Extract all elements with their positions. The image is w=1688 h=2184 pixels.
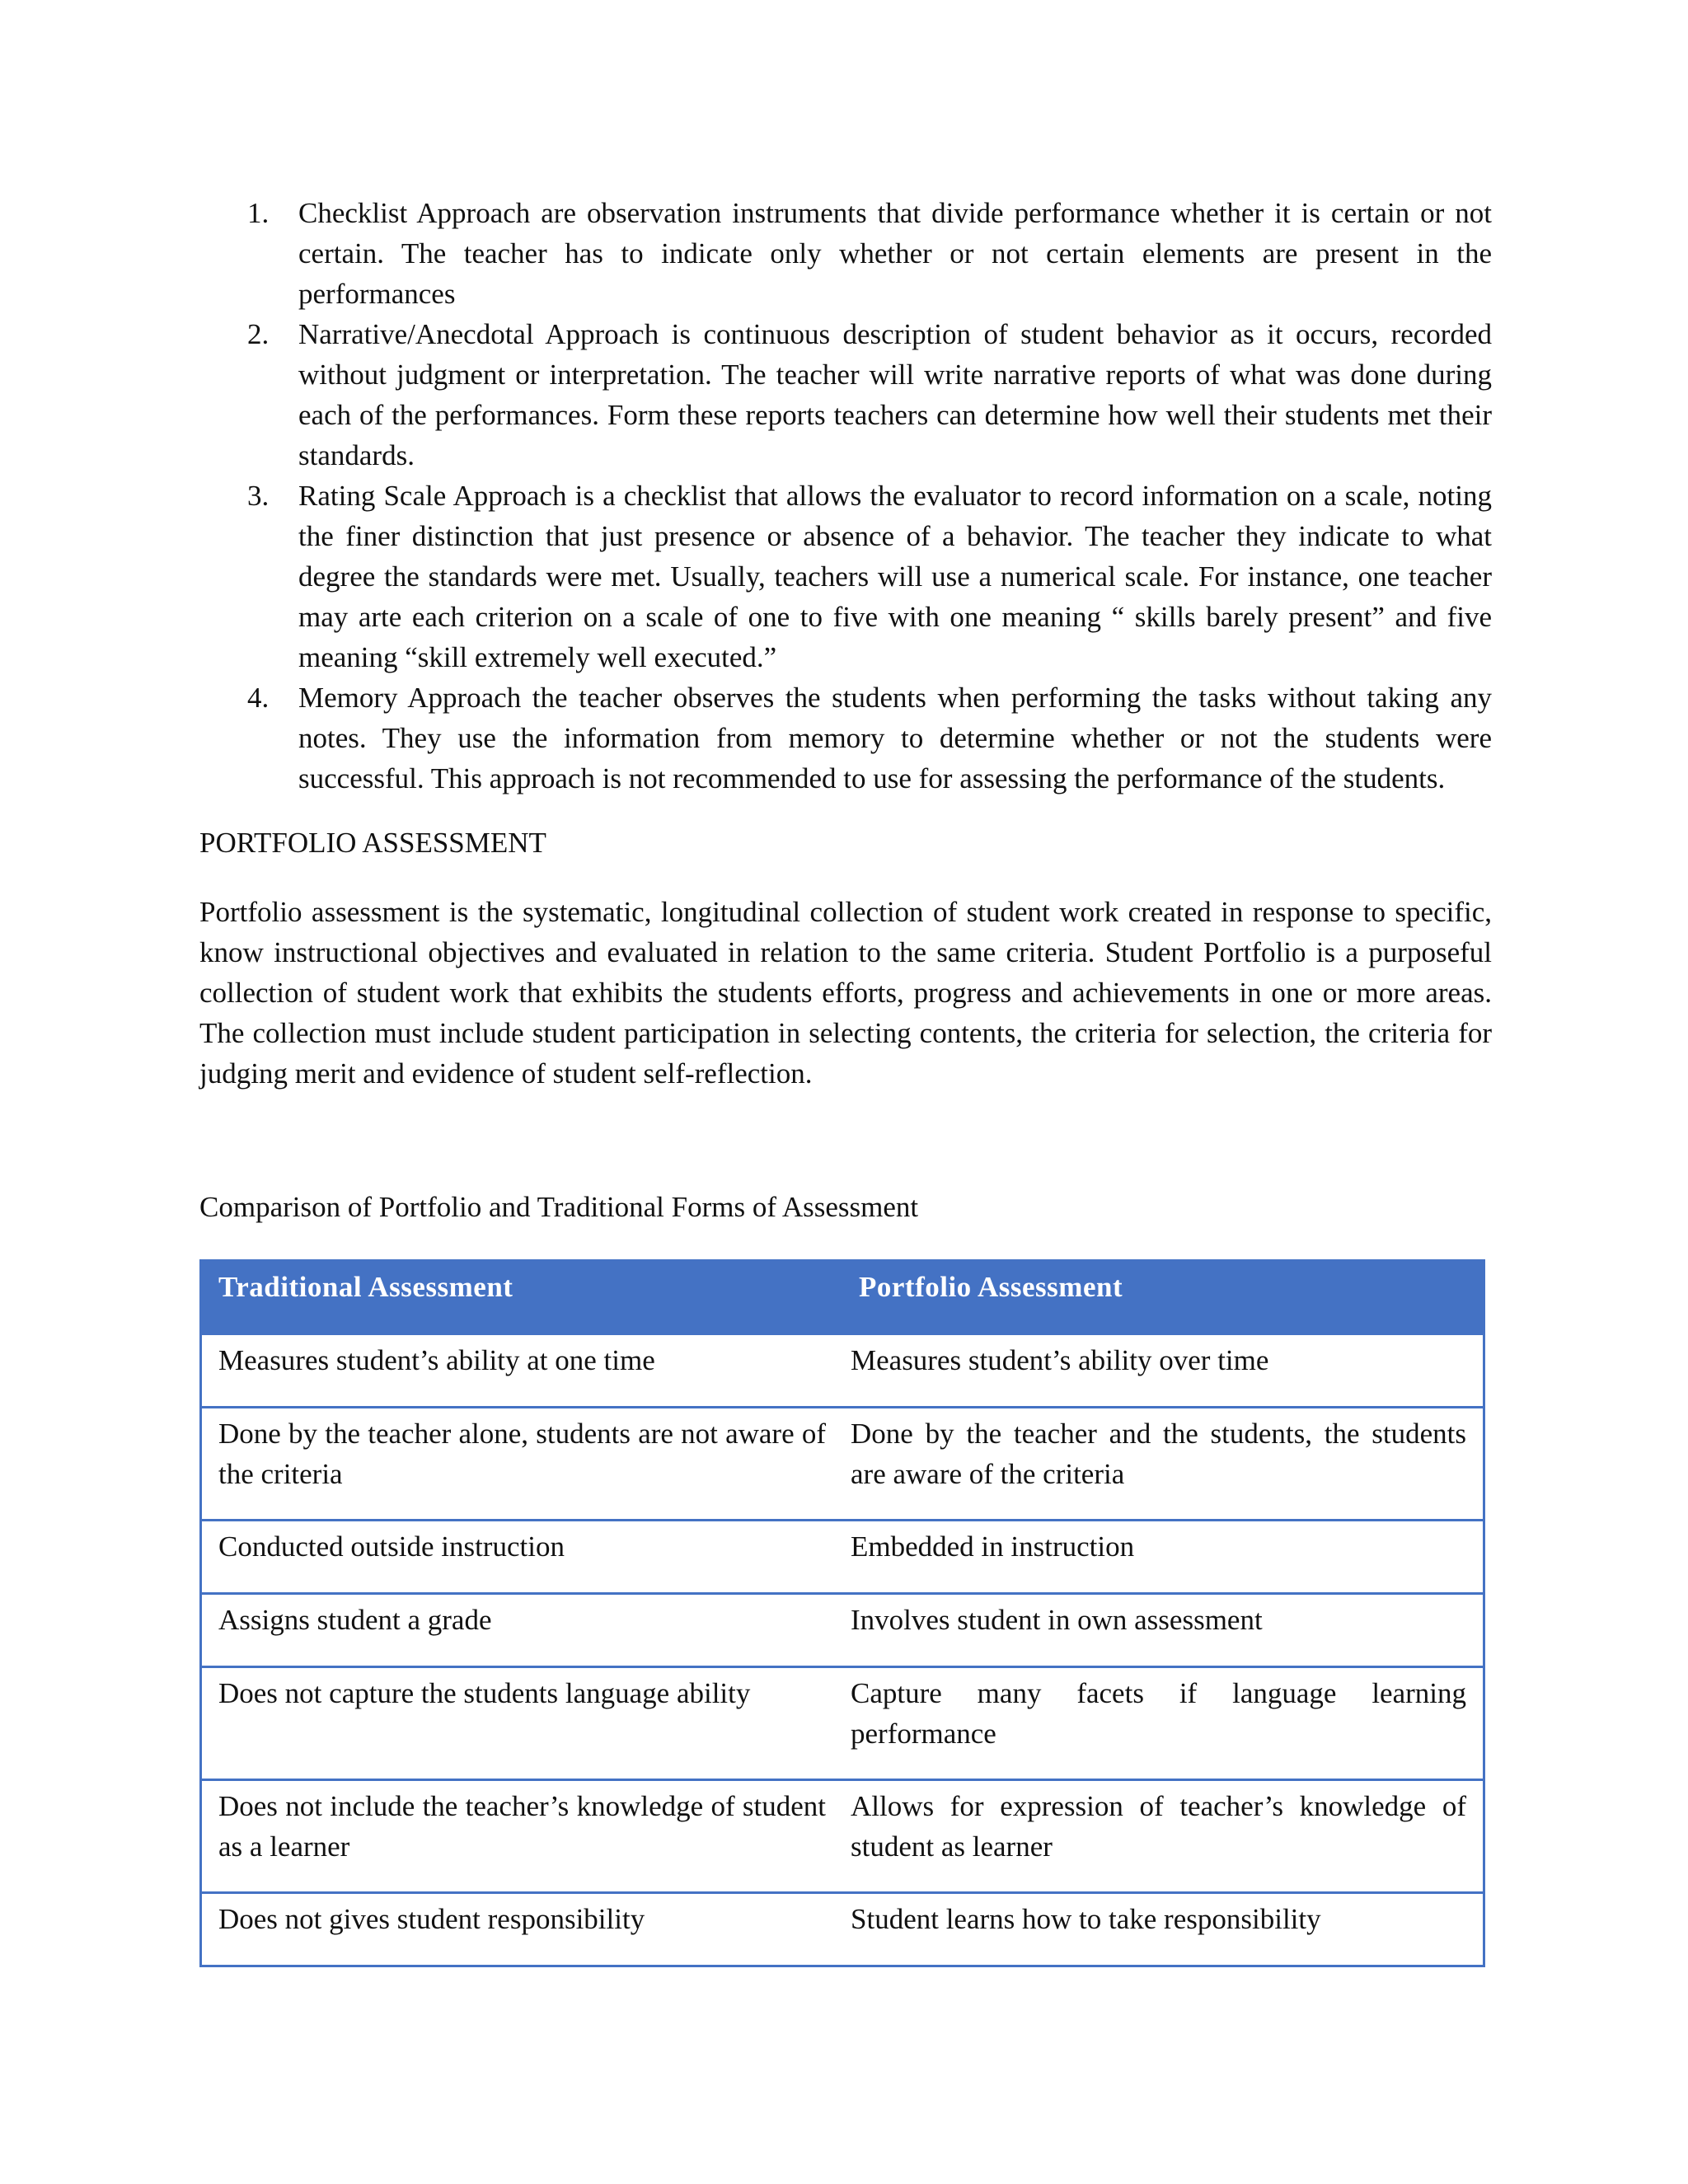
list-item-number: 2. <box>247 318 270 350</box>
table-cell: Done by the teacher and the students, the students are aware of the criteria <box>842 1408 1484 1521</box>
table-cell: Does not capture the students language ability <box>201 1667 843 1780</box>
header-portfolio: Portfolio Assessment <box>842 1261 1484 1334</box>
list-item <box>239 476 1492 677</box>
list-item-text: Checklist Approach are observation instruments that divide performance whether it is certain or not certain. The teacher has to indicate only whether or not certain elements are present in the performances <box>298 197 1492 310</box>
list-item-number: 4. <box>247 682 270 714</box>
table-row <box>201 1594 1484 1667</box>
list-item-text: Rating Scale Approach is a checklist that allows the evaluator to record information on a scale, noting the finer distinction that just presence or absence of a behavior. The teacher they indicate to what degree the standards were met. Usually, teachers will use a numerical scale. For instance, one teacher may arte each criterion on a scale of one to five with one meaning “ skills barely present” and five meaning “skill extremely well executed.” <box>298 480 1492 673</box>
header-traditional: Traditional Assessment <box>201 1261 843 1334</box>
section-heading: PORTFOLIO ASSESSMENT <box>199 827 546 859</box>
table-cell: Measures student’s ability at one time <box>201 1334 843 1408</box>
table-header-row <box>201 1261 1484 1334</box>
approach-list <box>239 193 1492 799</box>
list-item-text: Narrative/Anecdotal Approach is continuous description of student behavior as it occurs, recorded without judgment or interpretation. The teacher will write narrative reports of what was done during each of the performances. Form these reports teachers can determine how well their students met their standards. <box>298 318 1492 471</box>
table-cell: Involves student in own assessment <box>842 1594 1484 1667</box>
table-cell: Embedded in instruction <box>842 1521 1484 1594</box>
table-row <box>201 1780 1484 1893</box>
list-item-number: 3. <box>247 480 270 512</box>
list-item <box>239 314 1492 476</box>
table-cell: Capture many facets if language learning performance <box>842 1667 1484 1780</box>
table-row <box>201 1521 1484 1594</box>
table-row <box>201 1893 1484 1966</box>
comparison-table <box>199 1259 1485 1967</box>
table-cell: Allows for expression of teacher’s knowledge of student as learner <box>842 1780 1484 1893</box>
table-cell: Does not gives student responsibility <box>201 1893 843 1966</box>
table-caption: Comparison of Portfolio and Traditional Forms of Assessment <box>199 1191 919 1223</box>
list-item-text: Memory Approach the teacher observes the students when performing the tasks without taking any notes. They use the information from memory to determine whether or not the students were successful. This approach is not recommended to use for assessing the performance of the students. <box>298 682 1492 794</box>
list-item-number: 1. <box>247 197 270 229</box>
table-cell: Does not include the teacher’s knowledge of student as a learner <box>201 1780 843 1893</box>
table-cell: Student learns how to take responsibility <box>842 1893 1484 1966</box>
list-item <box>239 677 1492 799</box>
portfolio-paragraph: Portfolio assessment is the systematic, longitudinal collection of student work created in response to specific, know instructional objectives and evaluated in relation to the same criteria. Student Portfolio is a purposeful collection of student work that exhibits the students efforts, progress and achievements in one or more areas. The collection must include student participation in selecting contents, the criteria for selection, the criteria for judging merit and evidence of student self-reflection. <box>199 896 1492 1090</box>
table-row <box>201 1408 1484 1521</box>
table-row <box>201 1334 1484 1408</box>
table-cell: Assigns student a grade <box>201 1594 843 1667</box>
table-cell: Conducted outside instruction <box>201 1521 843 1594</box>
list-item <box>239 193 1492 314</box>
table-row <box>201 1667 1484 1780</box>
table-cell: Measures student’s ability over time <box>842 1334 1484 1408</box>
table-cell: Done by the teacher alone, students are not aware of the criteria <box>201 1408 843 1521</box>
